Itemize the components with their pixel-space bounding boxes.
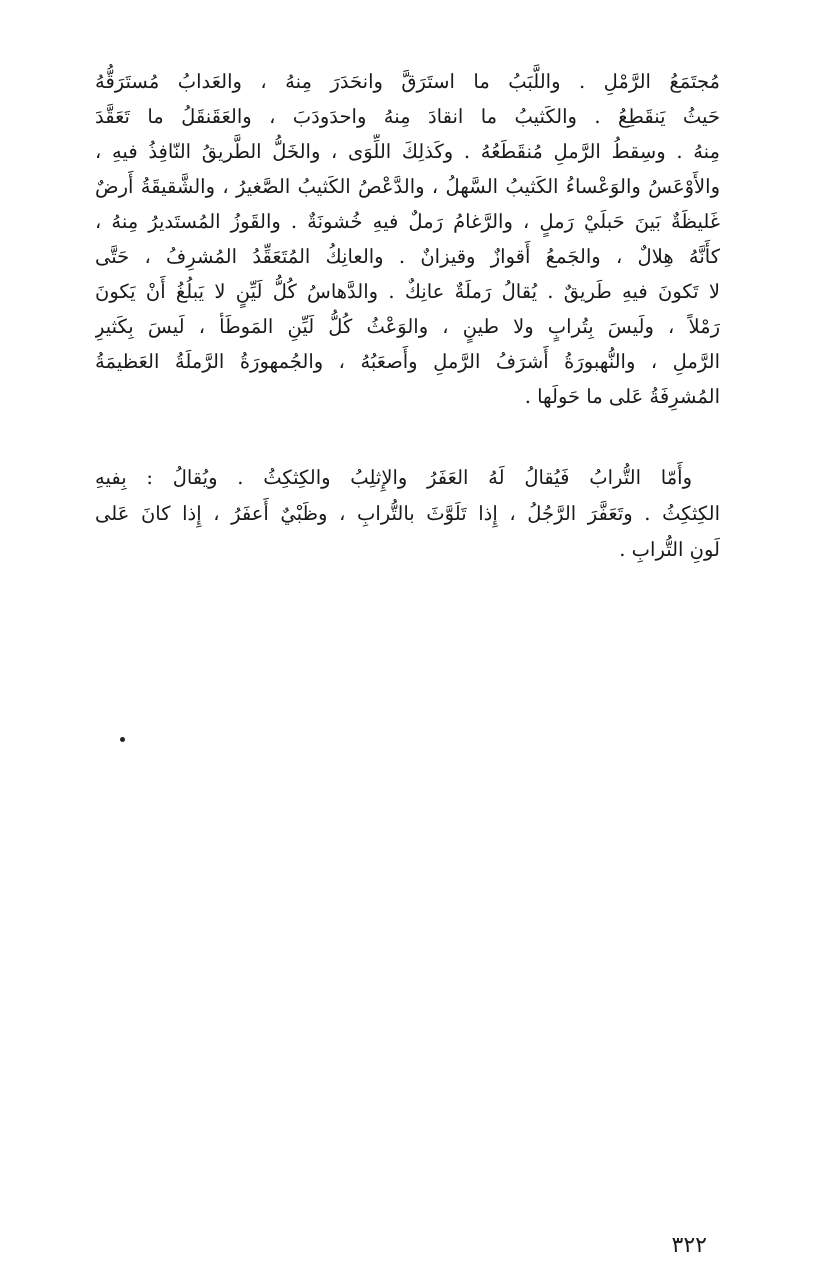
paragraph-dust-terms — [95, 460, 720, 568]
text-line: وأَمّا التُّرابُ فَيُقالُ لَهُ العَفَرُ والإِثلِبُ والكِثكِثُ . ويُقالُ : بِفيهِ — [95, 466, 692, 489]
ink-speck — [120, 737, 125, 742]
text-line: كأَنَّهُ هِلالٌ ، والجَمعُ أَقوازٌ وقيزانٌ . والعانِكُ المُتَعَقِّدُ المُشرِفُ ، حَتَّى — [95, 245, 720, 268]
text-line: لا تَكونَ فيهِ طَريقٌ . يُقالُ رَملَةٌ عانِكٌ . والدَّهاسُ كُلُّ لَيِّنٍ لا يَبلُغُ أَنْ يَكونَ — [95, 280, 720, 303]
text-line: والأَوْعَسُ والوَعْساءُ الكَثيبُ السَّهلُ ، والدَّعْصُ الكَثيبُ الصَّغيرُ ، والشَّقيقَةُ أَرضٌ — [95, 175, 720, 198]
page-number: ٣٢٢ — [671, 1233, 707, 1258]
text-line: المُشرِفَةُ عَلى ما حَولَها . — [524, 385, 720, 408]
text-line: الكِثكِثُ . وتَعَفَّرَ الرَّجُلُ ، إِذا تَلَوَّثَ بالتُّرابِ ، وظَبْيٌ أَعفَرُ ، إِذا كانَ عَلى — [95, 502, 720, 525]
text-line: لَونِ التُّرابِ . — [619, 538, 720, 561]
text-line: مُجتَمَعُ الرَّمْلِ . واللَّبَبُ ما استَرَقَّ وانحَدَرَ مِنهُ ، والعَدابُ مُستَرَقُّهُ — [95, 70, 720, 93]
text-line: الرَّملِ ، والنُّهبورَةُ أَشرَفُ الرَّملِ وأَصعَبُهُ ، والجُمهورَةُ الرَّملَةُ العَظيمَةُ — [95, 350, 720, 373]
paragraph-sand-terms — [95, 64, 720, 414]
text-line: حَيثُ يَنقَطِعُ . والكَثيبُ ما انقادَ مِنهُ واحدَودَبَ ، والعَقَنقَلُ ما تَعَقَّدَ — [95, 105, 720, 128]
text-line: مِنهُ . وسِقطُ الرَّملِ مُنقَطَعُهُ . وكَذلِكَ اللِّوَى ، والخَلُّ الطَّريقُ النّافِذُ فيهِ ، — [95, 140, 720, 163]
text-line: غَليظَةٌ بَينَ حَبلَيْ رَملٍ ، والرَّغامُ رَملٌ فيهِ خُشونَةٌ . والقَوزُ المُستَديرُ مِنهُ ، — [95, 210, 720, 233]
text-line: رَمْلاً ، ولَيسَ بِتُرابٍ ولا طينٍ ، والوَعْثُ كُلُّ لَيِّنِ المَوطَأ ، لَيسَ بِكَثيرِ — [95, 315, 720, 338]
